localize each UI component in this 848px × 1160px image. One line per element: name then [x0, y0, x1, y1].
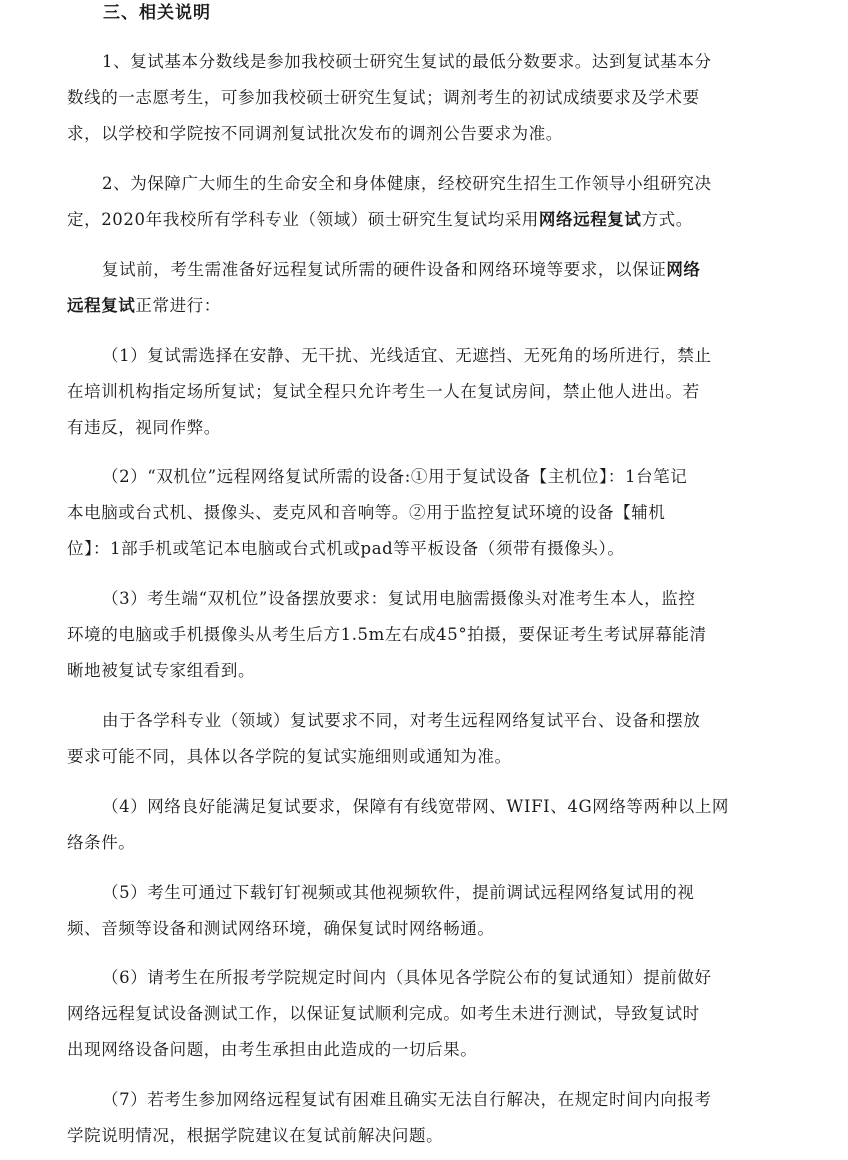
- p4-line-1: （1）复试需选择在安静、无干扰、光线适宜、无遮挡、无死角的场所进行，禁止: [102, 346, 712, 365]
- p3-emphasis-1: 网络: [666, 260, 701, 279]
- p10-line-1: （6）请考生在所报考学院规定时间内（具体见各学院公布的复试通知）提前做好: [102, 968, 712, 987]
- p3-text: 复试前，考生需准备好远程复试所需的硬件设备和网络环境等要求，以保证: [102, 260, 667, 279]
- p3-line-2: [67, 294, 221, 318]
- p2-text: 定，2020年我校所有学科专业（领域）硕士研究生复试均采用: [67, 210, 539, 229]
- p2-line-2: [67, 208, 693, 232]
- p9-line-1: （5）考生可通过下载钉钉视频或其他视频软件，提前调试远程网络复试用的视: [102, 883, 695, 902]
- section-heading: 三、相关说明: [103, 3, 211, 23]
- p1-line-2: 数线的一志愿考生，可参加我校硕士研究生复试；调剂考生的初试成绩要求及学术要: [67, 88, 700, 107]
- p8-line-2: 络条件。: [67, 833, 136, 852]
- p2-emphasis: 网络远程复试: [538, 210, 642, 229]
- p2-line-1: 2、为保障广大师生的生命安全和身体健康，经校研究生招生工作领导小组研究决: [102, 174, 712, 193]
- p1-line-3: 求，以学校和学院按不同调剂复试批次发布的调剂公告要求为准。: [67, 124, 563, 143]
- p11-line-1: （7）若考生参加网络远程复试有困难且确实无法自行解决，在规定时间内向报考: [102, 1090, 712, 1109]
- p11-line-2: 学院说明情况，根据学院建议在复试前解决问题。: [67, 1126, 444, 1145]
- p10-line-3: 出现网络设备问题，由考生承担由此造成的一切后果。: [67, 1040, 478, 1059]
- p5-line-3: 位】：1部手机或笔记本电脑或台式机或pad等平板设备（须带有摄像头）。: [67, 539, 625, 558]
- p4-line-3: 有违反，视同作弊。: [67, 418, 221, 437]
- p8-line-1: （4）网络良好能满足复试要求，保障有有线宽带网、WIFI、4G网络等两种以上网: [102, 797, 730, 816]
- p6-line-2: 环境的电脑或手机摄像头从考生后方1.5m左右成45°拍摄，要保证考生考试屏幕能清: [67, 625, 707, 644]
- p5-line-1: （2）“双机位”远程网络复试所需的设备:①用于复试设备【主机位】：1台笔记: [102, 467, 688, 486]
- p1-line-1: 1、复试基本分数线是参加我校硕士研究生复试的最低分数要求。达到复试基本分: [102, 52, 712, 71]
- p3-line-1: [102, 258, 701, 282]
- p3-text-end: 正常进行：: [135, 296, 221, 315]
- p7-line-1: 由于各学科专业（领域）复试要求不同，对考生远程网络复试平台、设备和摆放: [102, 711, 701, 730]
- p6-line-1: （3）考生端“双机位”设备摆放要求：复试用电脑需摄像头对准考生本人，监控: [102, 589, 696, 608]
- p2-text-end: 方式。: [641, 210, 693, 229]
- p6-line-3: 晰地被复试专家组看到。: [67, 661, 256, 680]
- p3-emphasis-2: 远程复试: [67, 296, 136, 315]
- p9-line-2: 频、音频等设备和测试网络环境，确保复试时网络畅通。: [67, 919, 495, 938]
- p7-line-2: 要求可能不同，具体以各学院的复试实施细则或通知为准。: [67, 747, 512, 766]
- p4-line-2: 在培训机构指定场所复试；复试全程只允许考生一人在复试房间，禁止他人进出。若: [67, 382, 700, 401]
- p10-line-2: 网络远程复试设备测试工作，以保证复试顺利完成。如考生未进行测试，导致复试时: [67, 1004, 700, 1023]
- p5-line-2: 本电脑或台式机、摄像头、麦克风和音响等。②用于监控复试环境的设备【辅机: [67, 503, 666, 522]
